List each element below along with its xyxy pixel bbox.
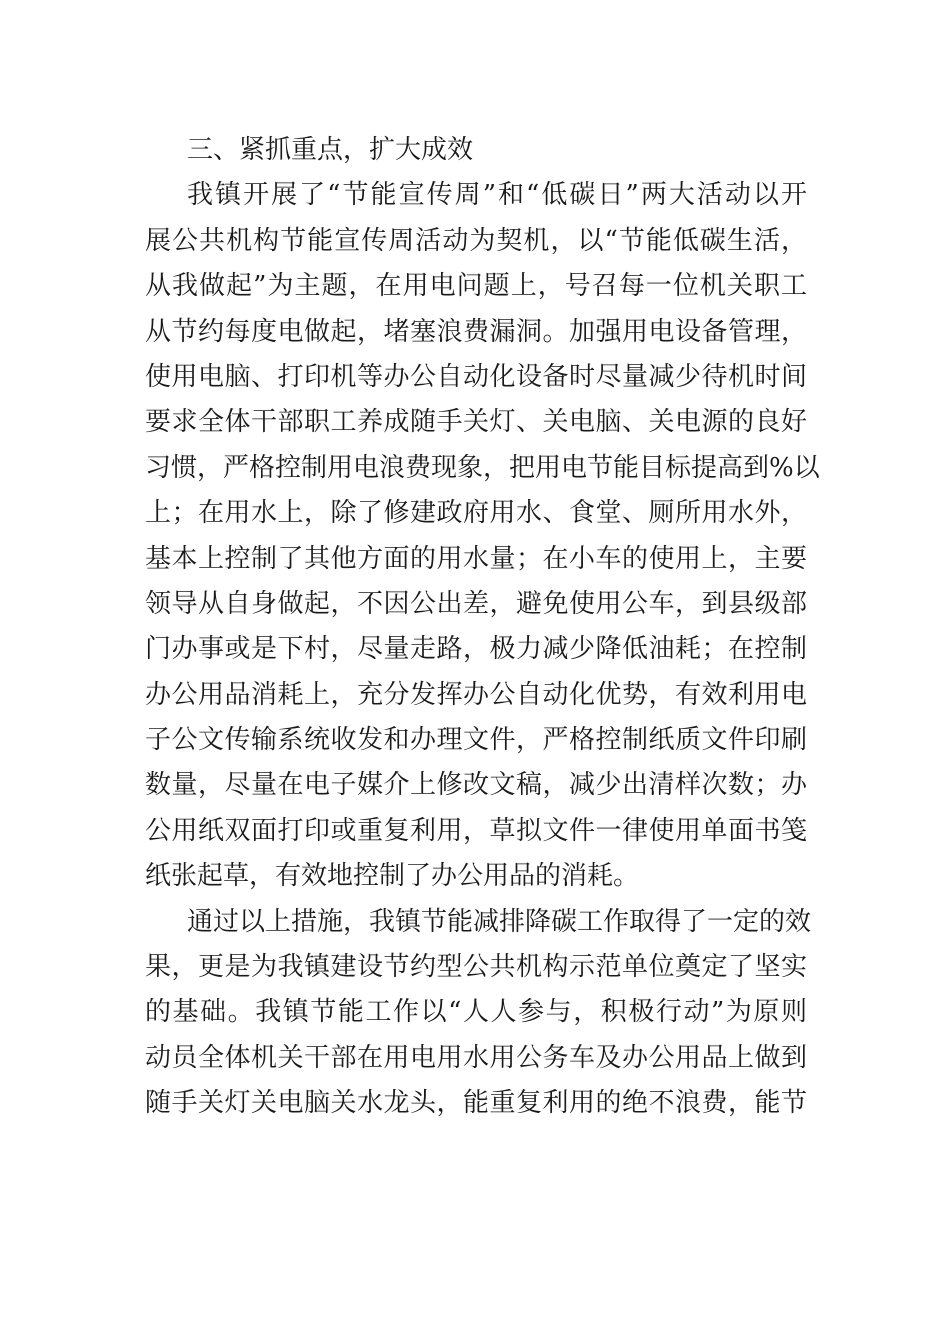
text-line: 随手关灯关电脑关水龙头，能重复利用的绝不浪费，能节 [145, 1088, 807, 1119]
text-line: 从我做起”为主题，在用电问题上，号召每一位机关职工 [145, 271, 807, 302]
text-line: 子公文传输系统收发和办理文件，严格控制纸质文件印刷 [145, 725, 807, 756]
text-line: 办公用品消耗上，充分发挥办公自动化优势，有效利用电 [145, 679, 807, 710]
text-line: 公用纸双面打印或重复利用，草拟文件一律使用单面书笺 [145, 815, 807, 846]
document-body [145, 128, 820, 1127]
text-line: 我镇开展了“节能宣传周”和“低碳日”两大活动以开 [187, 180, 807, 211]
paragraph-energy-activities [145, 173, 820, 899]
paragraph-results [145, 900, 812, 1127]
text-line: 数量，尽量在电子媒介上修改文稿，减少出清样次数；办 [145, 770, 807, 801]
text-line: 门办事或是下村，尽量走路，极力减少降低油耗；在控制 [145, 634, 807, 665]
text-line: 展公共机构节能宣传周活动为契机，以“节能低碳生活， [145, 225, 807, 256]
section-heading: 三、紧抓重点，扩大成效 [187, 135, 474, 165]
text-line: 纸张起草，有效地控制了办公用品的消耗。 [145, 861, 640, 892]
text-line: 要求全体干部职工养成随手关灯、关电脑、关电源的良好 [145, 407, 807, 438]
text-line: 果，更是为我镇建设节约型公共机构示范单位奠定了坚实 [145, 952, 807, 983]
text-line: 习惯，严格控制用电浪费现象，把用电节能目标提高到%以 [145, 452, 820, 483]
text-line: 领导从自身做起，不因公出差，避免使用公车，到县级部 [145, 588, 807, 619]
text-line: 基本上控制了其他方面的用水量；在小车的使用上，主要 [145, 543, 807, 574]
text-line: 从节约每度电做起，堵塞浪费漏洞。加强用电设备管理， [145, 316, 807, 347]
text-line: 动员全体机关干部在用电用水用公务车及办公用品上做到 [145, 1042, 807, 1073]
text-line: 使用电脑、打印机等办公自动化设备时尽量减少待机时间 [145, 361, 807, 392]
text-line: 的基础。我镇节能工作以“人人参与，积极行动”为原则 [145, 997, 807, 1028]
text-line: 上；在用水上，除了修建政府用水、食堂、厕所用水外， [145, 498, 807, 529]
text-line: 通过以上措施，我镇节能减排降碳工作取得了一定的效 [187, 906, 812, 937]
